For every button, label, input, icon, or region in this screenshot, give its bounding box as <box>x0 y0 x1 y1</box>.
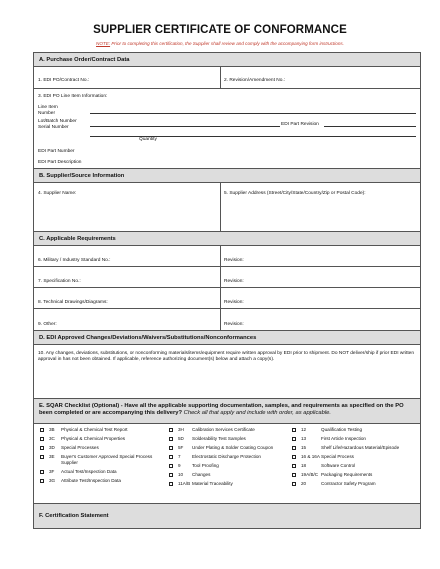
section-b-header: B. Supplier/Source Information <box>34 169 420 183</box>
checklist-item-number: 13 <box>301 436 307 441</box>
checklist-checkbox[interactable] <box>40 446 44 450</box>
checklist-item-label: Software Control <box>321 463 356 468</box>
checklist-checkbox[interactable] <box>40 455 44 459</box>
checklist-checkbox[interactable] <box>292 482 296 486</box>
section-e-header <box>34 399 420 424</box>
section-d-header: D. EDI Approved Changes/Deviations/Waivers/Substitutions/Nonconformances <box>34 331 420 345</box>
checklist-item-label: Special Processes <box>61 445 99 450</box>
checklist-checkbox[interactable] <box>169 437 173 441</box>
checklist-item-number: 5F <box>178 445 184 450</box>
line-item-input[interactable] <box>90 113 416 114</box>
standard-no-field[interactable]: 6. Military / Industry Standard No.: <box>38 258 111 263</box>
checklist-item-number: 3B <box>49 427 55 432</box>
supplier-address-field[interactable]: 5. Supplier Address (Street/City/State/Country/Zip or Postal Code): <box>224 191 366 196</box>
row-other <box>34 309 420 331</box>
checklist-item-label: Packaging Requirements <box>321 472 373 477</box>
checklist-item-number: 16 & 16A <box>301 454 320 459</box>
checklist-item-number: 3D <box>49 445 55 450</box>
checklist-item-number: 9 <box>178 463 181 468</box>
checklist-checkbox[interactable] <box>292 446 296 450</box>
edi-part-description-label: EDI Part Description <box>38 160 82 165</box>
form-box <box>33 52 421 529</box>
checklist-checkbox[interactable] <box>292 455 296 459</box>
edi-part-number-label: EDI Part Number <box>38 149 75 154</box>
row-line-item-info <box>34 89 420 169</box>
line-item-info-label: 3. EDI PO Line Item Information: <box>38 94 108 99</box>
page-title: SUPPLIER CERTIFICATE OF CONFORMANCE <box>93 24 347 36</box>
checklist-checkbox[interactable] <box>40 437 44 441</box>
drawings-revision-field[interactable]: Revision: <box>224 300 244 305</box>
checklist-item-number: 3F <box>49 469 55 474</box>
revision-amendment-field[interactable]: 2. Revision/Amendment No.: <box>224 78 286 83</box>
checklist-item-label: Shelf Life/Hazardous Material/Episode <box>321 445 400 450</box>
note-text: Prior to completing this certification, the Supplier shall review and comply with the accompanying form instructions. <box>111 41 344 46</box>
edi-part-revision-input[interactable] <box>324 126 416 127</box>
checklist-item-label: Attribute Test/Inspection Data <box>61 478 121 483</box>
other-revision-field[interactable]: Revision: <box>224 322 244 327</box>
lot-batch-input[interactable] <box>90 126 280 127</box>
row-po-contract <box>34 67 420 89</box>
checklist-item-number: 19A/B/C <box>301 472 319 477</box>
note-label: NOTE: <box>96 41 111 46</box>
standard-revision-field[interactable]: Revision: <box>224 258 244 263</box>
checklist-item-number: 3G <box>49 478 56 483</box>
specification-revision-field[interactable]: Revision: <box>224 279 244 284</box>
checklist-checkbox[interactable] <box>292 464 296 468</box>
section-e-instruction: Check all that apply and include with order, as applicable. <box>183 410 331 416</box>
checklist-item-number: 20 <box>301 481 307 486</box>
instruction-note <box>0 41 440 46</box>
row-drawings <box>34 288 420 309</box>
lot-batch-serial-label: Lot/Batch Number Serial Number <box>38 119 77 131</box>
specification-no-field[interactable]: 7. Specification No.: <box>38 279 81 284</box>
checklist-item-label: Calibration Services Certificate <box>192 427 255 432</box>
checklist-item-label: Special Process <box>321 454 354 459</box>
checklist-checkbox[interactable] <box>169 455 173 459</box>
edi-part-revision-label: EDI Part Revision <box>281 122 319 127</box>
checklist-checkbox[interactable] <box>292 437 296 441</box>
checklist-checkbox[interactable] <box>169 473 173 477</box>
edi-po-contract-field[interactable]: 1. EDI PO/Contract No.: <box>38 78 90 83</box>
checklist-item-label: Physical & Chemical Properties <box>61 436 126 441</box>
section-a-header: A. Purchase Order/Contract Data <box>34 53 420 67</box>
checklist-checkbox[interactable] <box>292 473 296 477</box>
checklist-item-number: 7 <box>178 454 181 459</box>
line-item-number-label: Line Item Number <box>38 105 58 117</box>
checklist-item-label: Contractor Safety Program <box>321 481 376 486</box>
row-changes <box>34 345 420 399</box>
checklist-item-label: Material Traceability <box>192 481 233 486</box>
section-f-header: F. Certification Statement <box>34 504 420 528</box>
section-e <box>34 399 420 504</box>
checklist-item-label: Tool Proofing <box>192 463 219 468</box>
checklist-item-number: 10 <box>178 472 184 477</box>
checklist-checkbox[interactable] <box>169 446 173 450</box>
supplier-name-field[interactable]: 4. Supplier Name: <box>38 191 77 196</box>
checklist-item-number: 18 <box>301 463 307 468</box>
section-e-title: E. SQAR Checklist (Optional) - Have all the applicable supporting documentation, samples, and requirements as specified on the PO been completed or are accompanying this delivery? <box>39 403 404 416</box>
drawings-field[interactable]: 8. Technical Drawings/Diagrams: <box>38 300 108 305</box>
checklist-item-number: 3E <box>49 454 55 459</box>
checklist-item-label: Buyer's Customer Approved Special Process Supplier <box>61 454 153 465</box>
row-specification <box>34 267 420 288</box>
checklist-checkbox[interactable] <box>40 479 44 483</box>
checklist-item-label: Qualification Testing <box>321 427 363 432</box>
checklist-checkbox[interactable] <box>169 464 173 468</box>
checklist-item-label: Actual Test/Inspection Data <box>61 469 117 474</box>
row-standard <box>34 246 420 267</box>
checklist-item-label: Solderability Test Samples <box>192 436 246 441</box>
checklist-checkbox[interactable] <box>40 470 44 474</box>
checklist-checkbox[interactable] <box>169 428 173 432</box>
checklist-item-label: Changes <box>192 472 211 477</box>
checklist-item-label: Electrostatic Discharge Protection <box>192 454 261 459</box>
checklist-item-number: 15 <box>301 445 307 450</box>
other-field[interactable]: 9. Other: <box>38 322 57 327</box>
checklist-checkbox[interactable] <box>169 482 173 486</box>
changes-statement: 10. Any changes, deviations, substitutions, or nonconforming materials/items/equipment require written approval by EDI prior to shipment. Do NOT deliver/ship if prior EDI written approval in has not been obtained. If applicable, reference authorizing document(s) below and attach a copy(s). <box>38 351 414 362</box>
checklist-item-number: 12 <box>301 427 307 432</box>
checklist-item-label: Physical & Chemical Test Report <box>61 427 128 432</box>
checklist-item-label: Under Plating & Solder Coating Coupon <box>192 445 274 450</box>
checklist-item-label: First Article Inspection <box>321 436 366 441</box>
checklist-item-number: 3H <box>178 427 184 432</box>
checklist-item-number: 3C <box>49 436 55 441</box>
checklist-item-number: 5D <box>178 436 184 441</box>
checklist-item-number: 11A/B <box>178 481 191 486</box>
section-c-header: C. Applicable Requirements <box>34 232 420 246</box>
checklist-checkbox[interactable] <box>40 428 44 432</box>
quantity-label: Quantity <box>139 137 157 142</box>
row-supplier <box>34 183 420 232</box>
checklist-checkbox[interactable] <box>292 428 296 432</box>
